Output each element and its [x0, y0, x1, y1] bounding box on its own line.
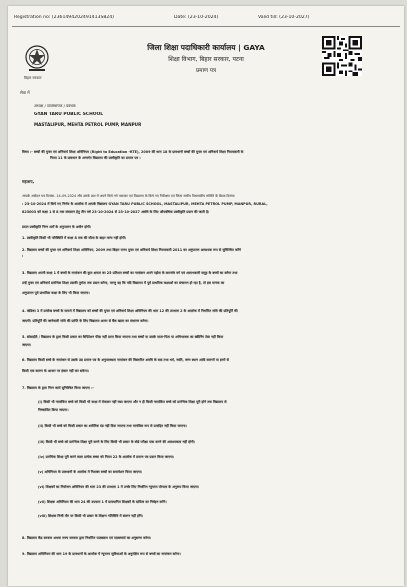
certificate-page [8, 6, 404, 586]
subcondition-item: (iv) प्रारंभिक शिक्षा पूरी करने वाला प्रत्येक बच्चा को नियम 22 के आलोक में प्रमाण पत्र प्रदान किया जाएगा। [38, 455, 175, 459]
subcondition-item: निष्कासित किया जाएगा। [38, 408, 69, 412]
document-type: प्रमाण पत्र [195, 68, 217, 74]
subcondition-item: (vi) शिक्षकों का नियोजन अधिनियम की धारा 23 की उपधारा 1 में उनके लिए निर्धारित न्यूनतम योग्यता के अनुरूप किया जाएगा। [38, 485, 200, 489]
header-separator [12, 26, 400, 27]
condition-item: जाएगी। प्रतिपूर्ति की जानेवाली राशि की प्राप्ति के लिए विद्यालय अलग से बैंक खाता का संधारण करेगा। [22, 319, 149, 323]
condition-item: उन्हें मुफ्त एवं अनिवार्य प्रारंभिक शिक्षा उसकी पूर्णता तक प्रदान करेगा, परन्तु यह कि यदि विद्यालय में पूर्व प्राथमिक कक्षाओं का संचालन हो रहा है, तो इस मानक का [22, 281, 225, 285]
qr-code-icon [322, 36, 362, 76]
condition-item: 1. प्रस्वीकृति किसी भी परिस्थिति में कक्षा 8 तक की सीमा के बाहर मान्य नहीं होगी। [22, 236, 127, 240]
subcondition-item: (i) किसी भी नामांकित बच्चे को किसी भी कक्षा में रोककर नहीं रखा जाएगा और न ही किसी नामांकित बच्चे को प्रारंभिक शिक्षा पूरी होने तक विद्यालय से [38, 400, 227, 404]
subject-line: नियम 11 के प्रावधान के अन्तर्गत विद्यालय की प्रस्वीकृति का प्रमाण पत्र । [50, 156, 141, 160]
condition-item: अनुपालन पूर्व प्राथमिक कक्षा के लिए भी किया जाएगा। [22, 291, 90, 295]
subcondition-item: (viii) शिक्षक निजी तौर पर किसी भी प्रकार के शिक्षण गतिविधि में संलग्न नहीं होंगे। [38, 514, 143, 518]
conditions-heading: प्रदान प्रस्वीकृति निम्न शर्तों के अनुपालन के अधीन होगी। [22, 225, 92, 229]
addressee-to: सेवा में [20, 90, 30, 95]
subcondition-item: (ii) किसी भी बच्चे को किसी प्रकार का शारीरिक दंड नहीं दिया जाएगा तथा मानसिक रूप से प्रताड़ित नहीं किया जाएगा। [38, 424, 187, 428]
emblem-caption: बिहार सरकार [24, 76, 42, 80]
school-name: GYAN TARU PUBLIC SCHOOL [34, 112, 104, 117]
condition-item: किसी एक कारण के आधार पर इंकार नहीं कर सकेगा। [22, 369, 89, 373]
condition-item: 2. विद्यालय बच्चों की मुफ्त एवं अनिवार्य शिक्षा अधिनियम, 2009 तथा बिहार राज्य मुफ्त एवं अनिवार्य शिक्षा नियमावली 2011 का अनुपालन आवश्यक रूप से सुनिश्चित करेंगे [22, 248, 241, 252]
condition-item: 3. विद्यालय अपनी कक्षा 1 में बच्चों के नामांकन की कुल क्षमता का 25 प्रतिशत बच्चों का नामांकन अपने पड़ोस के कमजोर वर्ग एवं अलाभकारी समूह के बच्चों का करेगा तथा [22, 271, 238, 275]
registration-number: Registration no: (2361494202491413S824) [14, 15, 114, 20]
intro-line: आपके आवेदन पत्र दिनांक- 14-09-2024 और उसके क्रम में अपने किये गये पत्राचार एवं विद्यालय के किये गए निरीक्षण एवं जिला स्तरीय विधायकीय समिति के बैठक दिनांक [22, 194, 235, 198]
condition-item: 6. विद्यालय किसी बच्चे के नामांकन से उसके उम्र प्रमाण पत्र के अनुपलब्धता नामांकन की विस्तारित अवधि के बाद तथा धर्म, जाति, जन्म स्थान आदि कारणों या इनमें से [22, 358, 229, 362]
subcondition-item: (vii) शिक्षक अधिनियम की धारा 24 की उपधारा 1 में प्रावधानित शिक्षकों के दायित्व का निर्वहन करेंगे। [38, 500, 167, 504]
valid-till-date: Valid till: (23-10-2027) [258, 15, 310, 20]
condition-item: । [22, 254, 24, 258]
subcondition-item: (v) अधिनियम के प्रावधानों के आलोक में निशक्त बच्चों का समावेशन किया जाएगा। [38, 470, 143, 474]
subject-line: विषय :- बच्चों की मुफ्त एवं अनिवार्य शिक्षा अधिनियम (Right to Education -RTE), 2009 की धारा 18 के प्रावधानों बच्चों की मुफ्त एवं अनिवार्य शिक्षा नियमावली के [22, 150, 244, 154]
condition-item: 8. विद्यालय केंद्र सरकार अथवा राज्य सरकार द्वारा निर्धारित पाठ्यक्रम एवं पाठ्यचर्या का अनुसरण करेगा। [22, 536, 152, 540]
condition-item: 4. कंडिका 3 में उल्लेख बच्चों के मामले में विद्यालय को बच्चों की मुफ्त एवं अनिवार्य शिक्षा अधिनियम की धारा 12 की उपधारा 2 के आलोक में निर्धारित राशि की प्रतिपूर्ति की [22, 309, 238, 313]
addressee-role: अध्यक्ष / व्यवस्थापक / प्रबंधक [34, 103, 76, 108]
issue-date: Date: (23-10-2024) [174, 15, 219, 20]
department-name: शिक्षा विभाग, बिहार सरकार, पटना [168, 56, 244, 63]
office-title: जिला शिक्षा पदाधिकारी कार्यालय | GAYA [147, 43, 265, 52]
intro-line: : 23-10-2024 में किये गए निर्णय के आलोक में आपके विद्यालय GYAN TARU PUBLIC SCHOOL, MASTALIPUR, MEHTA PETROL PUMP, MANPUR, RURAL, [22, 202, 268, 206]
subcondition-item: (iii) किसी भी बच्चे को प्रारंभिक शिक्षा पूरी करने के लिए किसी भी प्रकार के बोर्ड परीक्षा पास करने की आवश्यकता नहीं होगी। [38, 440, 195, 444]
condition-item: 9. विद्यालय अधिनियम की धारा 19 के प्रावधानों के आलोक में न्यूनतम सुविधाओं के अनुरक्षित रूप से बच्चों का नामांकन करेगा। [22, 552, 181, 556]
salutation: महाशय, [22, 180, 35, 184]
school-address: MASTALIPUR, MEHTA PETROL PUMP, MANPUR [34, 122, 142, 127]
condition-item: 7. विद्यालय के द्वारा निम्न कार्य सुनिश्चित किया जाएगा :- [22, 386, 94, 390]
intro-line: 823003 को कक्षा 1 से 8 तक संचालन हेतु तीन वर्ष 23-10-2024 से 23-10-2027 अवधि के लिए औपबंधिक प्रस्वीकृति प्रदान की जाती है। [22, 210, 210, 214]
condition-item: जाएगा। [22, 343, 32, 347]
condition-item: 5. सोसाईटी / विद्यालय के द्वारा किसी प्रकार का कैपिटेशन फीस नहीं प्राप्त किया जाएगा तथा बच्चों या उसके माता-पिता या अभिभावक का स्क्रीनिंग टेस्ट नहीं किया [22, 335, 224, 339]
